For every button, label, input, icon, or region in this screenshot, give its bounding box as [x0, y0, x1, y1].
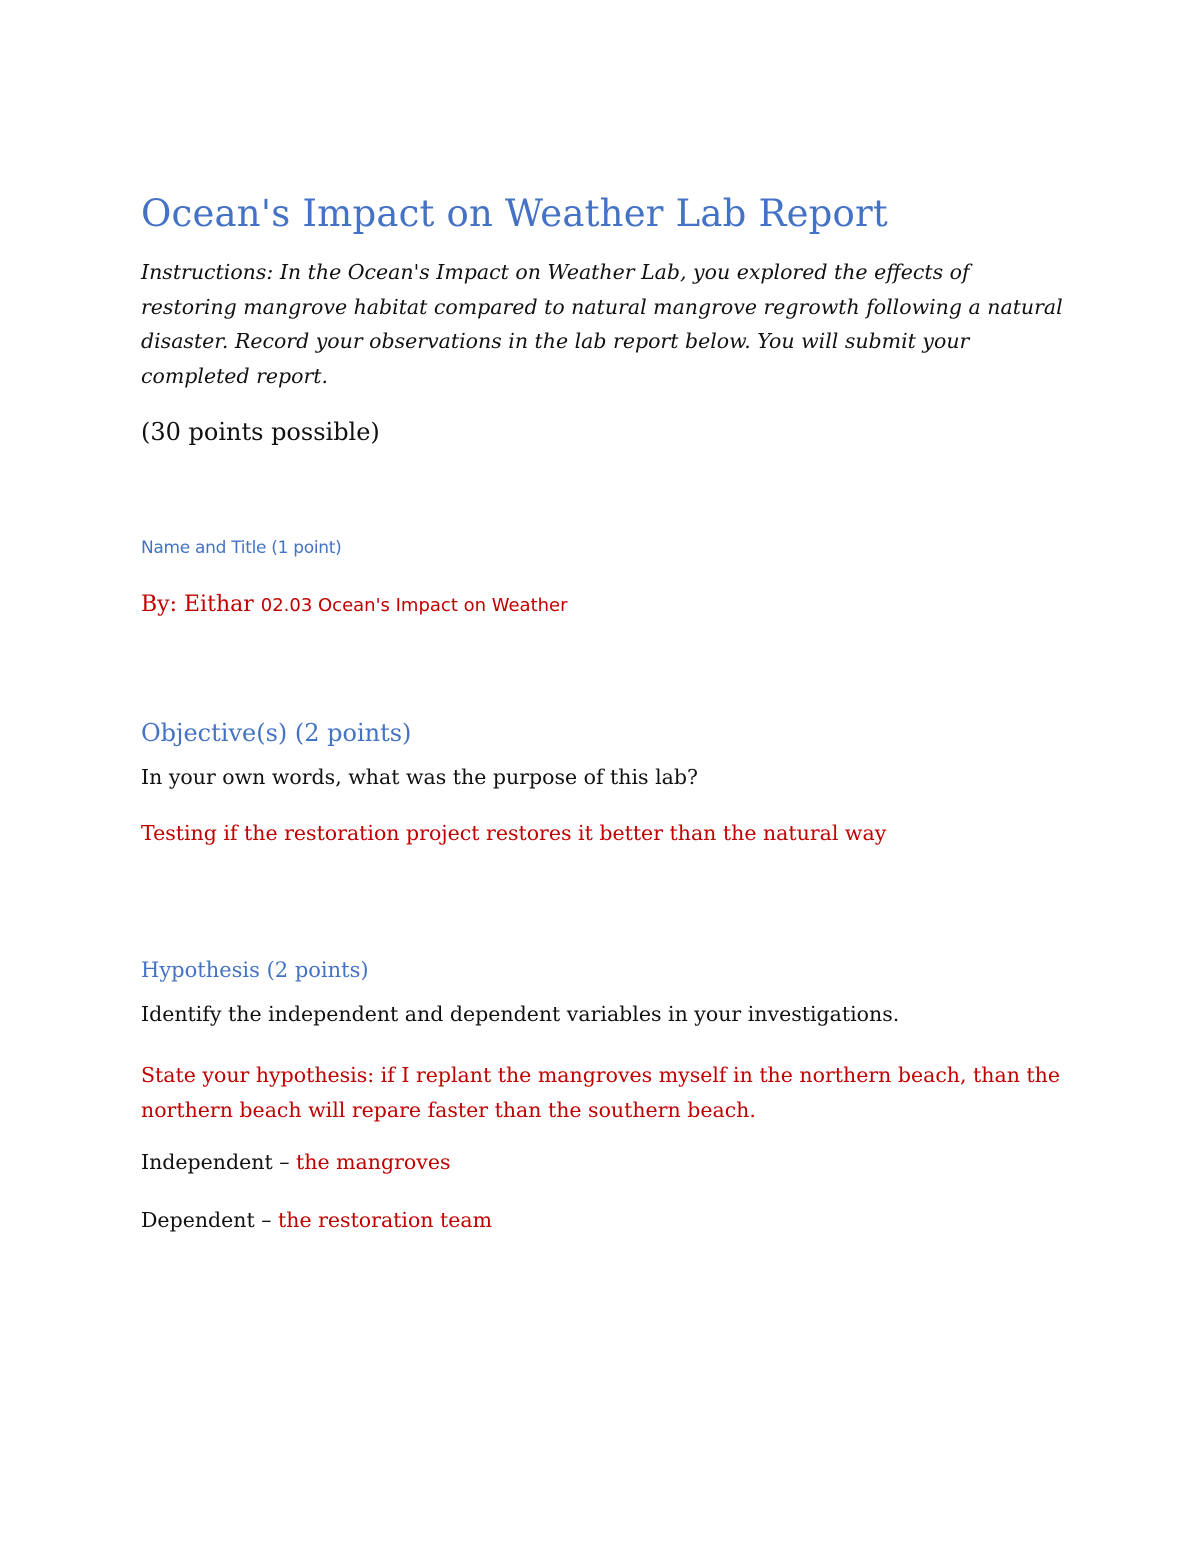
independent-label: Independent –: [141, 1150, 290, 1174]
dependent-value: the restoration team: [278, 1208, 493, 1232]
lab-title: 02.03 Ocean's Impact on Weather: [260, 595, 568, 616]
points-possible: (30 points possible): [141, 418, 380, 446]
independent-value: the mangroves: [296, 1150, 451, 1174]
hypothesis-question: Identify the independent and dependent variables in your investigations.: [141, 1002, 900, 1026]
objective-heading: Objective(s) (2 points): [141, 719, 412, 747]
objective-question: In your own words, what was the purpose of this lab?: [141, 765, 698, 789]
dependent-variable: [141, 1208, 492, 1232]
hypothesis-answer: State your hypothesis: if I replant the mangroves myself in the northern beach, than the northern beach will repare faster than the southern beach.: [141, 1063, 1060, 1122]
report-title: Ocean's Impact on Weather Lab Report: [141, 192, 888, 235]
objective-answer: Testing if the restoration project restores it better than the natural way: [141, 821, 887, 845]
name-title-heading: Name and Title (1 point): [141, 538, 342, 558]
dependent-label: Dependent –: [141, 1208, 272, 1232]
instructions-paragraph: Instructions: In the Ocean's Impact on Weather Lab, you explored the effects of restoring mangrove habitat compared to natural mangrove regrowth following a natural disaster. Record your observations in the lab report below. You will submit your completed report.: [141, 260, 1063, 388]
author-name: By: Eithar: [141, 592, 254, 617]
byline: [141, 592, 568, 617]
hypothesis-heading: Hypothesis (2 points): [141, 958, 369, 982]
independent-variable: [141, 1150, 450, 1174]
